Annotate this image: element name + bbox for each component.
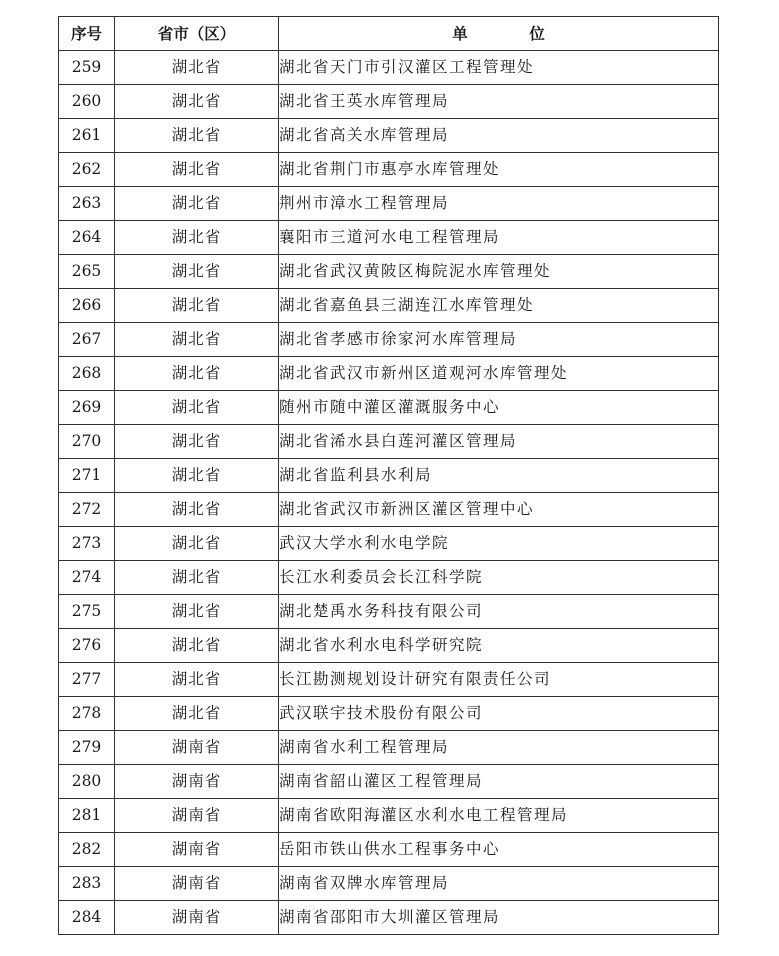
table-row [59,867,719,901]
table-header [59,17,719,51]
row-unit-name: 武汉大学水利水电学院 [279,527,719,561]
row-province: 湖北省 [115,391,279,425]
row-number: 261 [59,119,115,153]
row-unit-name: 襄阳市三道河水电工程管理局 [279,221,719,255]
table-row [59,391,719,425]
row-province: 湖南省 [115,901,279,935]
table-row [59,731,719,765]
row-number: 268 [59,357,115,391]
row-province: 湖北省 [115,119,279,153]
row-unit-name: 湖北省武汉市新州区道观河水库管理处 [279,357,719,391]
row-unit-name: 湖北省高关水库管理局 [279,119,719,153]
row-unit-name: 湖北省武汉黄陂区梅院泥水库管理处 [279,255,719,289]
row-unit-name: 湖南省韶山灌区工程管理局 [279,765,719,799]
row-province: 湖北省 [115,663,279,697]
row-province: 湖北省 [115,85,279,119]
row-number: 284 [59,901,115,935]
row-number: 280 [59,765,115,799]
table-row [59,629,719,663]
row-number: 274 [59,561,115,595]
row-number: 269 [59,391,115,425]
row-province: 湖北省 [115,459,279,493]
row-number: 263 [59,187,115,221]
table-row [59,85,719,119]
table-row [59,561,719,595]
row-unit-name: 武汉联宇技术股份有限公司 [279,697,719,731]
row-unit-name: 湖北省嘉鱼县三湖连江水库管理处 [279,289,719,323]
row-unit-name: 长江勘测规划设计研究有限责任公司 [279,663,719,697]
row-unit-name: 湖南省水利工程管理局 [279,731,719,765]
row-province: 湖北省 [115,221,279,255]
row-province: 湖北省 [115,527,279,561]
row-number: 262 [59,153,115,187]
row-number: 277 [59,663,115,697]
table-row [59,187,719,221]
row-unit-name: 长江水利委员会长江科学院 [279,561,719,595]
table-row [59,595,719,629]
table-body [59,51,719,935]
row-province: 湖南省 [115,731,279,765]
row-unit-name: 湖北省孝感市徐家河水库管理局 [279,323,719,357]
row-unit-name: 荆州市漳水工程管理局 [279,187,719,221]
table-row [59,289,719,323]
row-province: 湖北省 [115,289,279,323]
row-province: 湖北省 [115,255,279,289]
table-row [59,697,719,731]
row-number: 259 [59,51,115,85]
row-number: 276 [59,629,115,663]
header-province: 省市（区） [115,17,279,51]
row-province: 湖北省 [115,561,279,595]
row-unit-name: 湖北省天门市引汉灌区工程管理处 [279,51,719,85]
row-province: 湖南省 [115,833,279,867]
row-province: 湖北省 [115,153,279,187]
row-unit-name: 随州市随中灌区灌溉服务中心 [279,391,719,425]
table-row [59,119,719,153]
table-row [59,153,719,187]
row-number: 282 [59,833,115,867]
row-unit-name: 湖北省荆门市惠亭水库管理处 [279,153,719,187]
row-number: 278 [59,697,115,731]
row-number: 281 [59,799,115,833]
row-province: 湖北省 [115,323,279,357]
row-unit-name: 湖北省监利县水利局 [279,459,719,493]
row-province: 湖北省 [115,425,279,459]
table-row [59,765,719,799]
row-unit-name: 湖北楚禹水务科技有限公司 [279,595,719,629]
row-number: 272 [59,493,115,527]
table-row [59,833,719,867]
row-province: 湖北省 [115,493,279,527]
row-province: 湖北省 [115,697,279,731]
table-row [59,901,719,935]
table-row [59,255,719,289]
header-unit: 单 位 [279,17,719,51]
row-number: 265 [59,255,115,289]
row-unit-name: 湖北省水利水电科学研究院 [279,629,719,663]
row-number: 275 [59,595,115,629]
table-row [59,323,719,357]
table-row [59,663,719,697]
table-row [59,51,719,85]
row-unit-name: 湖北省武汉市新洲区灌区管理中心 [279,493,719,527]
row-province: 湖北省 [115,187,279,221]
table-row [59,799,719,833]
row-province: 湖南省 [115,765,279,799]
row-number: 264 [59,221,115,255]
row-province: 湖南省 [115,799,279,833]
row-unit-name: 湖北省浠水县白莲河灌区管理局 [279,425,719,459]
row-number: 271 [59,459,115,493]
row-number: 273 [59,527,115,561]
row-number: 283 [59,867,115,901]
row-province: 湖南省 [115,867,279,901]
header-number: 序号 [59,17,115,51]
table-row [59,425,719,459]
row-number: 279 [59,731,115,765]
row-unit-name: 湖南省邵阳市大圳灌区管理局 [279,901,719,935]
row-province: 湖北省 [115,357,279,391]
row-unit-name: 湖北省王英水库管理局 [279,85,719,119]
row-number: 266 [59,289,115,323]
row-province: 湖北省 [115,595,279,629]
unit-list-table [58,16,719,935]
table-row [59,221,719,255]
row-province: 湖北省 [115,51,279,85]
header-row [59,17,719,51]
table-row [59,527,719,561]
row-number: 270 [59,425,115,459]
row-unit-name: 岳阳市铁山供水工程事务中心 [279,833,719,867]
row-unit-name: 湖南省欧阳海灌区水利水电工程管理局 [279,799,719,833]
table-row [59,459,719,493]
table-row [59,357,719,391]
row-number: 267 [59,323,115,357]
table-row [59,493,719,527]
row-number: 260 [59,85,115,119]
row-province: 湖北省 [115,629,279,663]
row-unit-name: 湖南省双牌水库管理局 [279,867,719,901]
